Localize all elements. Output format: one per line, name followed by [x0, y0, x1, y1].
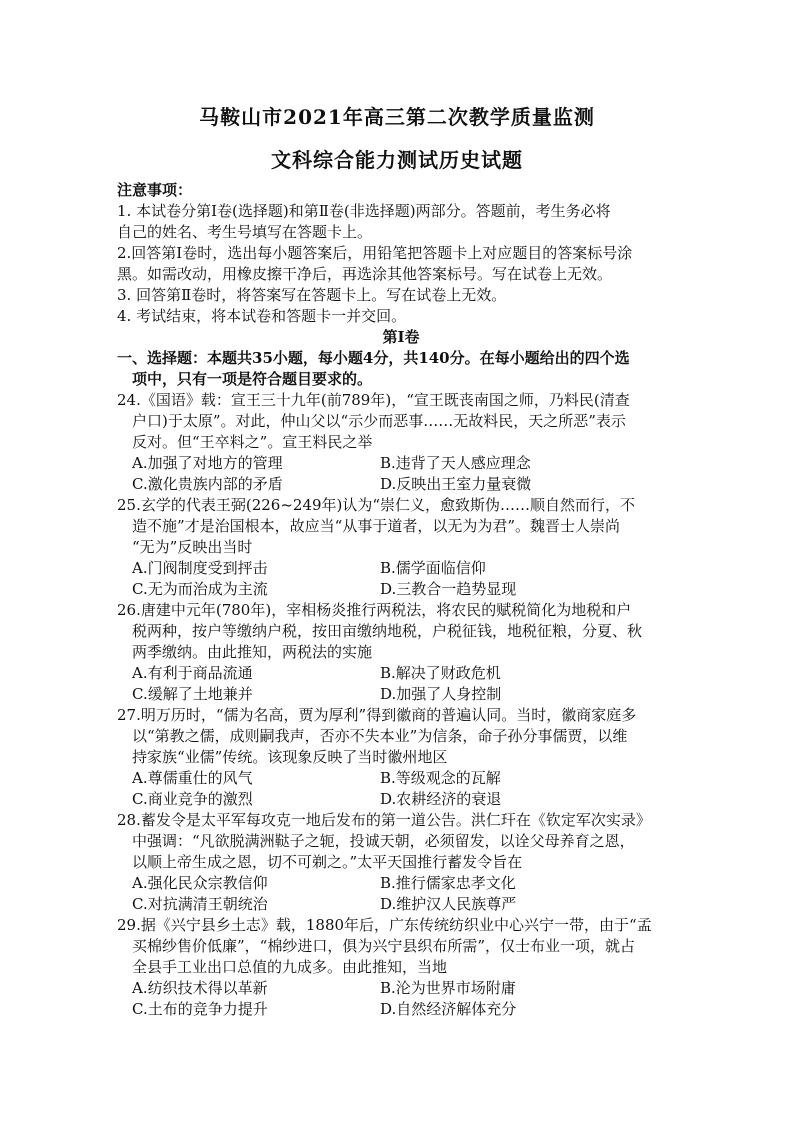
notice-item: 1. 本试卷分第Ⅰ卷(选择题)和第Ⅱ卷(非选择题)两部分。答题前，考生务必将 自己的姓名、考生号填写在答题卡上。 — [117, 202, 611, 241]
option-c: C.商业竞争的激烈 — [132, 790, 253, 808]
option-row — [117, 663, 685, 684]
option-d: D.加强了人身控制 — [380, 685, 502, 703]
option-row — [117, 768, 685, 789]
option-a: A.有利于商品流通 — [132, 664, 253, 682]
option-c: C.激化贵族内部的矛盾 — [132, 475, 283, 493]
option-row — [117, 978, 685, 999]
option-row — [117, 453, 685, 474]
option-d: D.自然经济解体充分 — [380, 1000, 517, 1018]
option-row — [117, 558, 685, 579]
option-b: B.等级观念的瓦解 — [380, 769, 501, 787]
option-d: D.维护汉人民族尊严 — [380, 895, 517, 913]
option-a: A.纺织技术得以革新 — [132, 979, 268, 997]
notice-item: 3. 回答第Ⅱ卷时，将答案写在答题卡上。写在试卷上无效。 — [117, 286, 507, 304]
question-26: 26.唐建中元年(780年)，宰相杨炎推行两税法，将农民的赋税简化为地税和户 税两种，按户等缴纳户税，按田亩缴纳地税，户税征钱，地税征粮，分夏、秋 两季缴纳。由此推知，两税法的实施 — [117, 601, 643, 661]
option-row — [117, 999, 685, 1020]
option-d: D.反映出王室力量衰微 — [380, 475, 532, 493]
section-title: 第Ⅰ卷 — [382, 328, 420, 346]
part-heading: 一、选择题：本题共35小题，每小题4分，共140分。在每小题给出的四个选 项中，只有一项是符合题目要求的。 — [117, 349, 630, 388]
option-c: C.缓解了土地兼并 — [132, 685, 253, 703]
option-c: C.无为而治成为主流 — [132, 580, 268, 598]
option-b: B.推行儒家忠孝文化 — [380, 874, 516, 892]
option-row — [117, 579, 685, 600]
option-row — [117, 894, 685, 915]
exam-subtitle: 文科综合能力测试历史试题 — [271, 148, 523, 172]
question-27: 27.明万历时，“儒为名高，贾为厚利”得到徽商的普遍认同。当时，徽商家庭多 以“第教之儒，成则嗣我声，否亦不失本业”为信条，命子孙分事儒贾，以维 持家族“业儒”传统。该现象反映了当时徽州地区 — [117, 706, 637, 766]
option-d: D.农耕经济的衰退 — [380, 790, 502, 808]
option-a: A.门阀制度受到抨击 — [132, 559, 268, 577]
option-b: B.沦为世界市场附庸 — [380, 979, 516, 997]
question-29: 29.据《兴宁县乡土志》载，1880年后，广东传统纺织业中心兴宁一带，由于“孟 买棉纱售价低廉”，“棉纱进口，俱为兴宁县织布所需”，仅士布业一项，就占 全县手工业出口总值的九成多。由此推知，当地 — [117, 916, 652, 976]
option-a: A.尊儒重仕的风气 — [132, 769, 253, 787]
notice-item: 4. 考试结束，将本试卷和答题卡一并交回。 — [117, 307, 407, 325]
notice-item: 2.回答第Ⅰ卷时，选出每小题答案后，用铅笔把答题卡上对应题目的答案标号涂 黑。如需改动，用橡皮擦干净后，再选涂其他答案标号。写在试卷上无效。 — [117, 244, 633, 283]
option-a: A.强化民众宗教信仰 — [132, 874, 268, 892]
option-row — [117, 789, 685, 810]
question-25: 25.玄学的代表王弼(226~249年)认为“崇仁义，愈致斯伪……顺自然而行，不 造不施”才是治国根本，故应当“从事于道者，以无为为君”。魏晋士人崇尚 “无为”反映出当时 — [117, 496, 636, 556]
option-d: D.三教合一趋势显现 — [380, 580, 517, 598]
option-row — [117, 873, 685, 894]
exam-body — [117, 180, 685, 1020]
option-b: B.违背了天人感应理念 — [380, 454, 531, 472]
option-row — [117, 474, 685, 495]
notice-heading: 注意事项： — [117, 181, 193, 199]
option-a: A.加强了对地方的管理 — [132, 454, 283, 472]
exam-title: 马鞍山市2021年高三第二次教学质量监测 — [199, 105, 595, 129]
option-c: C.对抗满清王朝统治 — [132, 895, 268, 913]
option-c: C.土布的竞争力提升 — [132, 1000, 268, 1018]
option-b: B.解决了财政危机 — [380, 664, 501, 682]
option-b: B.儒学面临信仰 — [380, 559, 486, 577]
question-24: 24.《国语》载：宣王三十九年(前789年)，“宣王既丧南国之师，乃料民(清查 户口)于太原”。对此，仲山父以“示少而恶事……无故料民，天之所恶”表示 反对。但“王卒料之”。宣王料民之举 — [117, 391, 630, 451]
question-28: 28.蓄发令是太平军每攻克一地后发布的第一道公告。洪仁玕在《钦定军次实录》 中强调：“凡欲脱满洲鞑子之轭，投诚天朝，必须留发，以诠父母养育之恩， 以顺上帝生成之恩，切不可剃之。”太平天国推行蓄发令旨在 — [117, 811, 651, 871]
option-row — [117, 684, 685, 705]
